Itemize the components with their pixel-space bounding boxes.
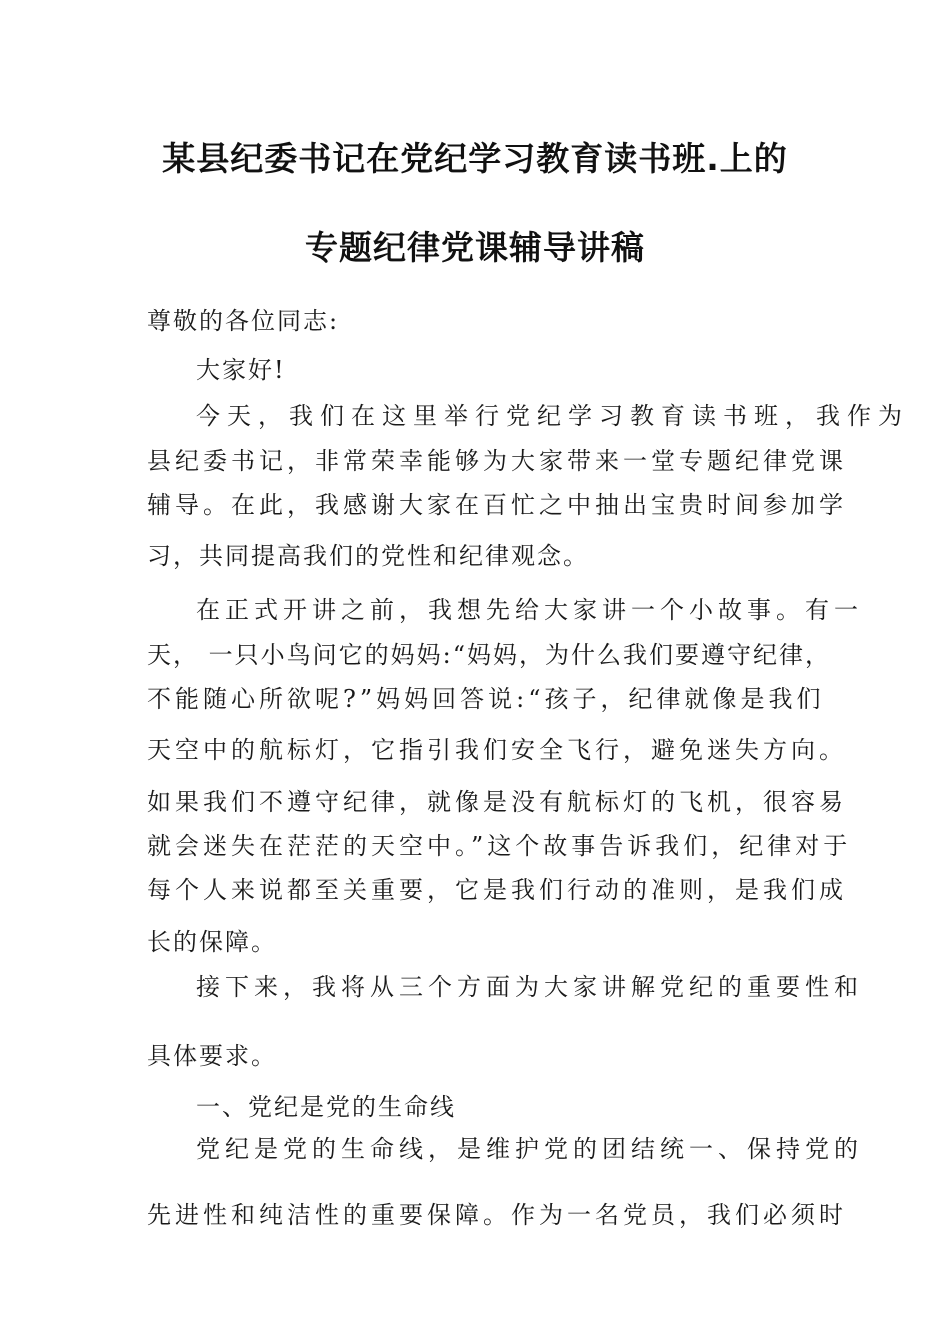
paragraph-line: 先进性和纯洁性的重要保障。作为一名党员，我们必须时 [147,1201,847,1229]
paragraph-line: 天空中的航标灯，它指引我们安全飞行，避免迷失方向。 [147,736,847,764]
paragraph-line: 习，共同提高我们的党性和纪律观念。 [147,542,589,570]
paragraph-line: 天， 一只小鸟问它的妈妈:“妈妈，为什么我们要遵守纪律， [147,641,831,669]
document-title-line-2: 专题纪律党课辅导讲稿 [305,228,645,267]
paragraph-line: 就会迷失在茫茫的天空中。”这个故事告诉我们，纪律对于 [147,832,852,860]
paragraph-line: 接下来，我将从三个方面为大家讲解党纪的重要性和 [196,973,863,1001]
paragraph-line: 县纪委书记，非常荣幸能够为大家带来一堂专题纪律党课 [147,447,847,475]
paragraph-line: 具体要求。 [147,1042,277,1070]
paragraph-line: 党纪是党的生命线，是维护党的团结统一、保持党的 [196,1135,863,1163]
paragraph-line: 在正式开讲之前，我想先给大家讲一个小故事。有一 [196,596,863,624]
section-heading: 一、党纪是党的生命线 [196,1093,456,1121]
paragraph-line: 长的保障。 [147,928,277,956]
document-title-line-1: 某县纪委书记在党纪学习教育读书班.上的 [162,139,788,178]
paragraph-line: 每个人来说都至关重要，它是我们行动的准则，是我们成 [147,876,847,904]
paragraph-line: 今天，我们在这里举行党纪学习教育读书班，我作为 [196,402,909,430]
paragraph-line: 辅导。在此，我感谢大家在百忙之中抽出宝贵时间参加学 [147,491,847,519]
greeting: 大家好! [196,356,286,384]
paragraph-line: 不能随心所欲呢?”妈妈回答说:“孩子，纪律就像是我们 [147,685,825,713]
salutation: 尊敬的各位同志: [147,307,340,335]
paragraph-line: 如果我们不遵守纪律，就像是没有航标灯的飞机，很容易 [147,788,847,816]
